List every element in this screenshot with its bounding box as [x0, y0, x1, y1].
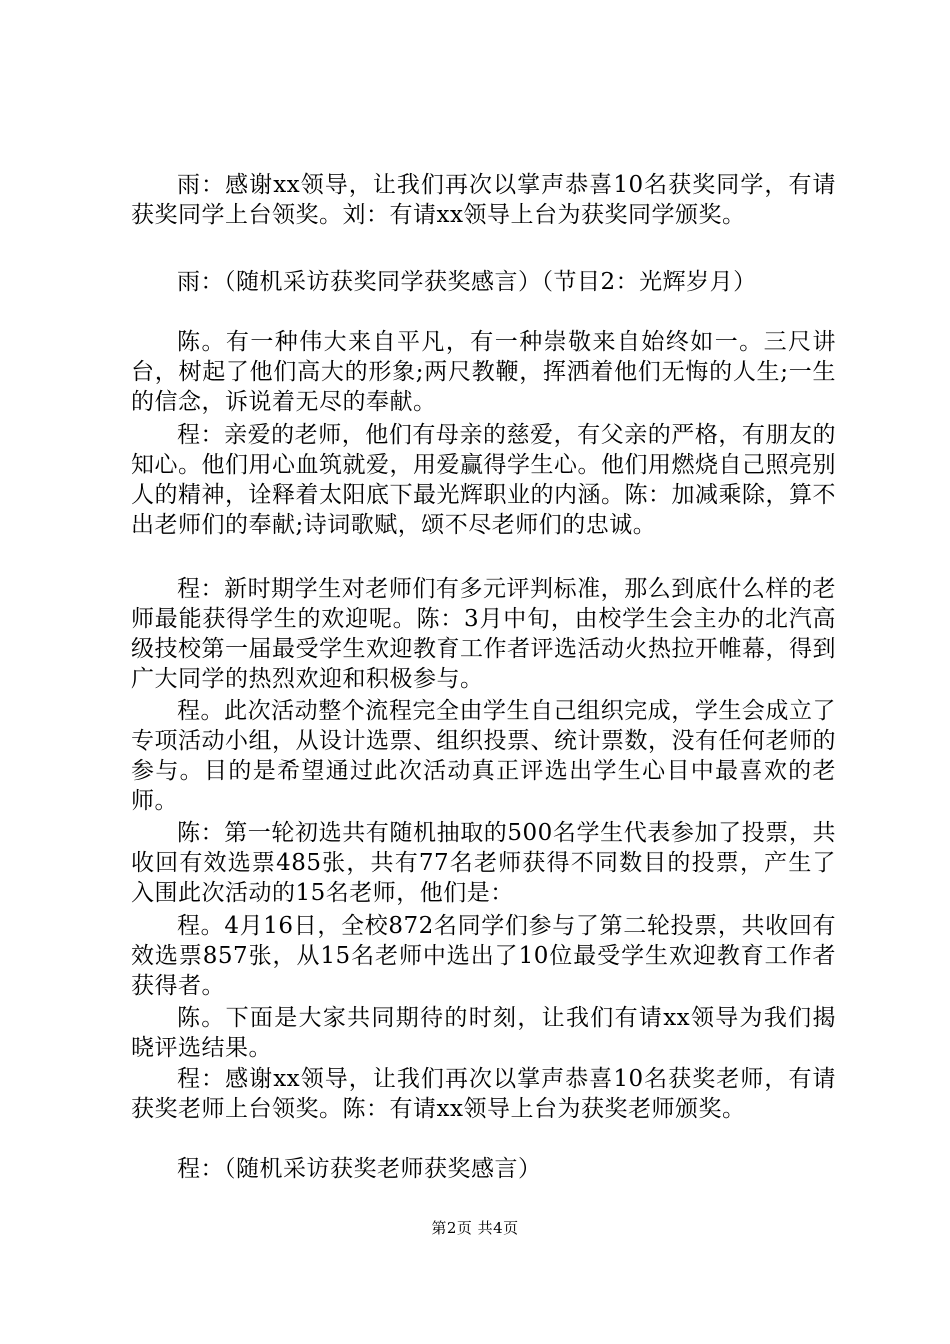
paragraph: 陈。下面是大家共同期待的时刻，让我们有请xx领导为我们揭晓评选结果。: [131, 1005, 836, 1061]
paragraph: 程：新时期学生对老师们有多元评判标准，那么到底什么样的老师最能获得学生的欢迎呢。陈：3月中旬，由校学生会主办的北汽高级技校第一届最受学生欢迎教育工作者评选活动火热拉开帷幕，得到广大同学的热烈欢迎和积极参与。: [131, 576, 836, 692]
paragraph: 程。此次活动整个流程完全由学生自己组织完成，学生会成立了专项活动小组，从设计选票、组织投票、统计票数，没有任何老师的参与。目的是希望通过此次活动真正评选出学生心目中最喜欢的老师。: [131, 698, 836, 814]
paragraph: 程：感谢xx领导，让我们再次以掌声恭喜10名获奖老师，有请获奖老师上台领奖。陈：有请xx领导上台为获奖老师颁奖。: [131, 1066, 836, 1122]
paragraph: 程。4月16日，全校872名同学们参与了第二轮投票，共收回有效选票857张，从15名老师中选出了10位最受学生欢迎教育工作者获得者。: [131, 913, 836, 999]
page-footer: 第2页 共4页: [431, 1219, 519, 1237]
paragraph: 雨：感谢xx领导，让我们再次以掌声恭喜10名获奖同学，有请获奖同学上台领奖。刘：有请xx领导上台为获奖同学颁奖。: [131, 172, 836, 228]
paragraph: 陈：第一轮初选共有随机抽取的500名学生代表参加了投票，共收回有效选票485张，共有77名老师获得不同数目的投票，产生了入围此次活动的15名老师，他们是：: [131, 820, 836, 906]
paragraph: 陈。有一种伟大来自平凡，有一种崇敬来自始终如一。三尺讲台，树起了他们高大的形象;两尺教鞭，挥洒着他们无悔的人生;一生的信念，诉说着无尽的奉献。: [131, 329, 836, 415]
paragraph: 雨：（随机采访获奖同学获奖感言）（节目2：光辉岁月）: [177, 269, 757, 295]
paragraph: 程：（随机采访获奖老师获奖感言）: [177, 1156, 542, 1182]
paragraph: 程：亲爱的老师，他们有母亲的慈爱，有父亲的严格，有朋友的知心。他们用心血筑就爱，用爱赢得学生心。他们用燃烧自己照亮别人的精神，诠释着太阳底下最光辉职业的内涵。陈：加减乘除，算不出老师们的奉献;诗词歌赋，颂不尽老师们的忠诚。: [131, 422, 836, 538]
